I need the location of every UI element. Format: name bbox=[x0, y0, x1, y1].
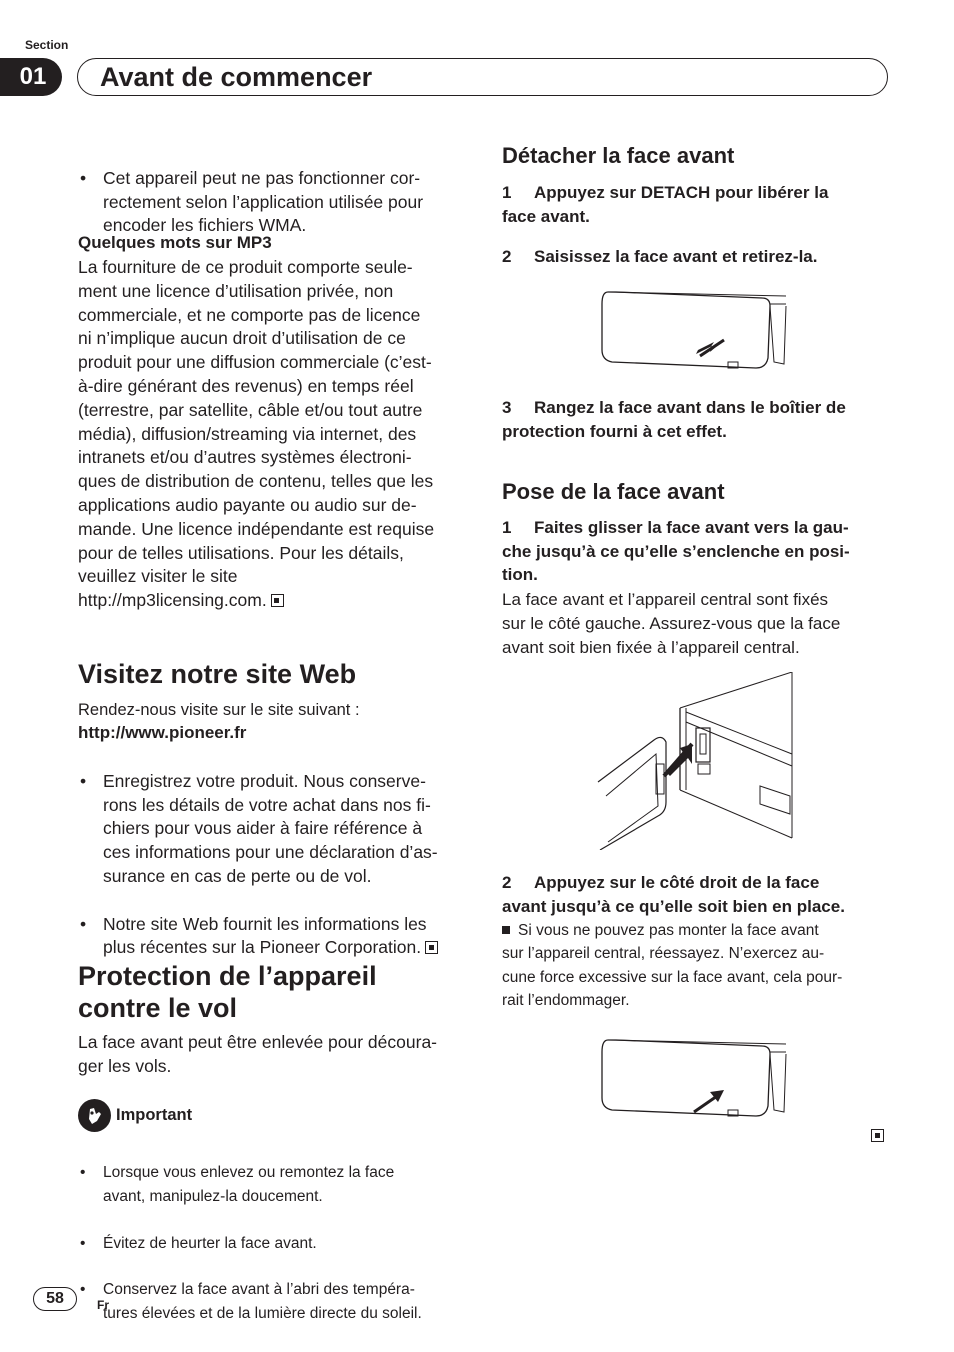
important-bullet-list bbox=[78, 1138, 478, 1349]
section-label: Section bbox=[25, 38, 69, 52]
step-number: 3 bbox=[502, 398, 512, 417]
step-text: Saisissez la face avant et retirez-la. bbox=[534, 247, 818, 266]
note-text: Si vous ne pouvez pas monter la face avant sur l’appareil central, réessayez. N’exercez au- cune force excessive sur la face avant, cela pour- rait l’endommager. bbox=[502, 922, 843, 1010]
section-title: Avant de commencer bbox=[100, 61, 373, 92]
theft-paragraph: La face avant peut être enlevée pour découra- ger les vols. bbox=[78, 1032, 437, 1076]
web-intro: Rendez-nous visite sur le site suivant : bbox=[78, 701, 360, 719]
detach-step-3 bbox=[502, 396, 892, 443]
section-title-bar bbox=[77, 58, 888, 96]
list-item bbox=[78, 913, 478, 961]
important-label: Important bbox=[116, 1106, 193, 1124]
step-number: 2 bbox=[502, 247, 512, 266]
attach-heading: Pose de la face avant bbox=[502, 479, 725, 504]
theft-heading: Protection de l’appareil contre le vol bbox=[78, 961, 377, 1023]
mp3-paragraph bbox=[78, 256, 478, 613]
attach-step-1-description: La face avant et l’appareil central sont fixés sur le côté gauche. Assurez-vous que la face avant soit bien fixée à l’appareil central. bbox=[502, 590, 841, 657]
step-number: 2 bbox=[502, 873, 512, 892]
end-mark-icon bbox=[871, 1129, 884, 1142]
end-mark-icon bbox=[271, 594, 284, 607]
page-number: 58 bbox=[33, 1287, 77, 1311]
detach-illustration bbox=[598, 284, 790, 374]
language-code: Fr bbox=[97, 1298, 109, 1312]
step-number: 1 bbox=[502, 183, 512, 202]
detach-step-1 bbox=[502, 181, 892, 228]
attach-step-1 bbox=[502, 516, 892, 587]
detach-step-2 bbox=[502, 245, 892, 269]
web-url: http://www.pioneer.fr bbox=[78, 723, 247, 742]
web-bullet-list bbox=[78, 746, 478, 984]
web-heading: Visitez notre site Web bbox=[78, 659, 357, 689]
detach-heading: Détacher la face avant bbox=[502, 143, 735, 168]
step-text: Rangez la face avant dans le boîtier de protection fourni à cet effet. bbox=[502, 398, 846, 441]
list-item: • Conservez la face avant à l’abri des tempéra- tures élevées et de la lumière directe du soleil. bbox=[78, 1278, 478, 1325]
attach-note bbox=[502, 919, 902, 1013]
list-item: • Enregistrez votre produit. Nous conserve- rons les détails de votre achat dans nos fi- chiers pour vous aider à faire référence à ces informations pour une déclaration d’as- surance en cas de perte ou de vol. bbox=[78, 770, 478, 889]
attach-right-illustration bbox=[598, 1030, 790, 1122]
mp3-heading: Quelques mots sur MP3 bbox=[78, 233, 272, 252]
list-item: • Cet appareil peut ne pas fonctionner cor- rectement selon l’application utilisée pour encoder les fichiers WMA. bbox=[78, 167, 468, 238]
step-text: Appuyez sur DETACH pour libérer la face avant. bbox=[502, 183, 829, 226]
mp3-text: La fourniture de ce produit comporte seule- ment une licence d’utilisation privée, non commerciale, et ne comporte pas de licence ni n’implique aucun droit d’utilisation de ce produit pour une diffusion commerciale (c’est- à-dire générant des revenus) en temps réel (terrestre, par satellite, câble et/ou tout autre média), diffusion/streaming via internet, des intranets et/ou d’autres systèmes électroni- ques de distribution de contenu, telles que les applications audio payante ou audio sur de- mande. Une licence indépendante est requise pour de telles utilisations. Pour les détails, veuillez visiter le site http://mp3licensing.com. bbox=[78, 257, 435, 611]
step-text: Appuyez sur le côté droit de la face avant jusqu’à ce qu’elle soit bien en place. bbox=[502, 873, 845, 916]
important-hand-icon bbox=[78, 1099, 111, 1132]
step-number: 1 bbox=[502, 518, 512, 537]
list-item: • Lorsque vous enlevez ou remontez la face avant, manipulez-la doucement. bbox=[78, 1161, 478, 1208]
attach-step-2 bbox=[502, 871, 902, 918]
note-square-icon bbox=[502, 926, 510, 934]
step-text: Faites glisser la face avant vers la gau- che jusqu’à ce qu’elle s’enclenche en posi- tion. bbox=[502, 518, 850, 584]
important-block bbox=[78, 1099, 192, 1132]
web-bullet-text: Notre site Web fournit les informations les plus récentes sur la Pioneer Corporation. bbox=[103, 913, 427, 958]
list-item: • Évitez de heurter la face avant. bbox=[78, 1232, 478, 1255]
attach-left-illustration bbox=[596, 672, 796, 850]
end-mark-icon bbox=[425, 941, 438, 954]
section-number-badge: 01 bbox=[0, 58, 62, 96]
